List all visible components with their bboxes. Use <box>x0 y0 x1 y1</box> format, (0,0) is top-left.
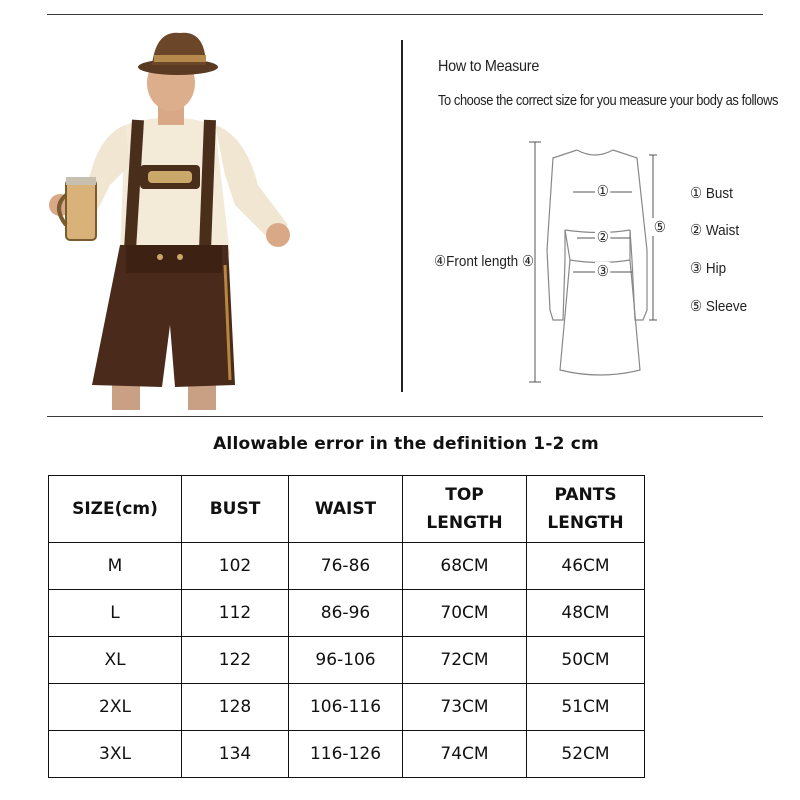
legend-sleeve <box>690 297 747 315</box>
cell-top-length: 72CM <box>403 637 527 684</box>
how-to-measure-subtitle: To choose the correct size for you measure your body as follows <box>438 92 779 109</box>
cell-bust: 128 <box>182 684 289 731</box>
marker-sleeve: ⑤ <box>653 219 666 236</box>
table-row <box>49 543 645 590</box>
legend-hip <box>690 259 726 277</box>
cell-bust: 102 <box>182 543 289 590</box>
header-pants-length: PANTS LENGTH <box>527 476 645 543</box>
table-header-row <box>49 476 645 543</box>
marker-waist: ② <box>596 229 609 246</box>
legend-sleeve-label: Sleeve <box>705 298 748 315</box>
legend-hip-label: Hip <box>705 260 727 277</box>
legend-waist-num: ② <box>690 222 703 239</box>
legend-waist <box>690 221 739 239</box>
cell-bust: 122 <box>182 637 289 684</box>
cell-pants-length: 48CM <box>527 590 645 637</box>
top-divider <box>47 14 763 15</box>
header-bust: BUST <box>182 476 289 543</box>
cell-waist: 116-126 <box>289 731 403 778</box>
cell-size: M <box>49 543 182 590</box>
cell-pants-length: 51CM <box>527 684 645 731</box>
legend-sleeve-num: ⑤ <box>690 298 703 315</box>
cell-waist: 106-116 <box>289 684 403 731</box>
cell-waist: 86-96 <box>289 590 403 637</box>
table-row <box>49 590 645 637</box>
header-top-length: TOP LENGTH <box>403 476 527 543</box>
marker-hip: ③ <box>596 263 609 280</box>
cell-pants-length: 50CM <box>527 637 645 684</box>
cell-top-length: 74CM <box>403 731 527 778</box>
how-to-measure-title: How to Measure <box>438 58 540 75</box>
cell-size: 2XL <box>49 684 182 731</box>
legend-bust-num: ① <box>690 185 703 202</box>
model-photo <box>30 25 320 410</box>
cell-bust: 112 <box>182 590 289 637</box>
table-row <box>49 637 645 684</box>
cell-waist: 96-106 <box>289 637 403 684</box>
allowable-error-note: Allowable error in the definition 1-2 cm <box>213 434 599 454</box>
vertical-divider <box>401 40 403 392</box>
cell-top-length: 70CM <box>403 590 527 637</box>
legend-hip-num: ③ <box>690 260 703 277</box>
header-waist: WAIST <box>289 476 403 543</box>
cell-pants-length: 46CM <box>527 543 645 590</box>
size-table <box>48 475 645 778</box>
cell-top-length: 68CM <box>403 543 527 590</box>
cell-size: 3XL <box>49 731 182 778</box>
cell-bust: 134 <box>182 731 289 778</box>
cell-size: L <box>49 590 182 637</box>
front-length-label: ④Front length ④ <box>434 253 534 270</box>
cell-waist: 76-86 <box>289 543 403 590</box>
legend-bust-label: Bust <box>705 185 733 202</box>
cell-size: XL <box>49 637 182 684</box>
legend-bust <box>690 184 733 202</box>
middle-divider <box>47 416 763 417</box>
table-row <box>49 731 645 778</box>
marker-bust: ① <box>596 183 609 200</box>
cell-top-length: 73CM <box>403 684 527 731</box>
table-row <box>49 684 645 731</box>
legend-waist-label: Waist <box>705 222 740 239</box>
cell-pants-length: 52CM <box>527 731 645 778</box>
header-size: SIZE(cm) <box>49 476 182 543</box>
